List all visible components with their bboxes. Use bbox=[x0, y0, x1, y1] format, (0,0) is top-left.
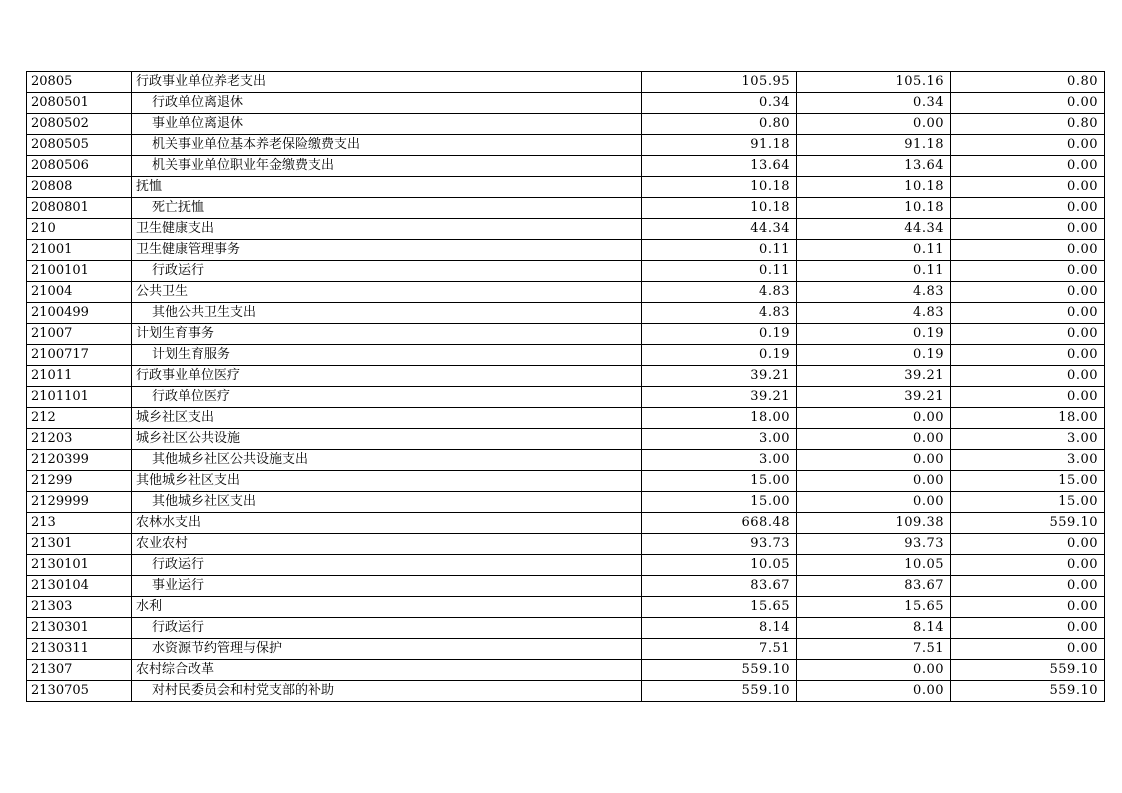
total-amount-cell: 668.48 bbox=[642, 513, 797, 534]
basic-expenditure-cell: 4.83 bbox=[797, 303, 951, 324]
subject-name-cell: 其他城乡社区支出 bbox=[132, 492, 642, 513]
subject-code-cell: 2130104 bbox=[27, 576, 132, 597]
subject-code-cell: 2100101 bbox=[27, 261, 132, 282]
budget-table-body bbox=[27, 72, 1105, 702]
total-amount-cell: 559.10 bbox=[642, 681, 797, 702]
total-amount-cell: 39.21 bbox=[642, 366, 797, 387]
total-amount-cell: 15.00 bbox=[642, 471, 797, 492]
table-row bbox=[27, 429, 1105, 450]
project-expenditure-cell: 15.00 bbox=[951, 471, 1105, 492]
table-row bbox=[27, 366, 1105, 387]
basic-expenditure-cell: 10.18 bbox=[797, 198, 951, 219]
subject-code-cell: 2130301 bbox=[27, 618, 132, 639]
table-row bbox=[27, 660, 1105, 681]
subject-code-cell: 21203 bbox=[27, 429, 132, 450]
project-expenditure-cell: 0.00 bbox=[951, 324, 1105, 345]
total-amount-cell: 3.00 bbox=[642, 450, 797, 471]
project-expenditure-cell: 0.80 bbox=[951, 114, 1105, 135]
project-expenditure-cell: 18.00 bbox=[951, 408, 1105, 429]
subject-name-cell: 事业运行 bbox=[132, 576, 642, 597]
table-row bbox=[27, 597, 1105, 618]
basic-expenditure-cell: 0.00 bbox=[797, 408, 951, 429]
table-row bbox=[27, 240, 1105, 261]
table-row bbox=[27, 282, 1105, 303]
project-expenditure-cell: 3.00 bbox=[951, 450, 1105, 471]
basic-expenditure-cell: 105.16 bbox=[797, 72, 951, 93]
project-expenditure-cell: 15.00 bbox=[951, 492, 1105, 513]
total-amount-cell: 0.34 bbox=[642, 93, 797, 114]
table-row bbox=[27, 345, 1105, 366]
basic-expenditure-cell: 10.05 bbox=[797, 555, 951, 576]
subject-code-cell: 20805 bbox=[27, 72, 132, 93]
subject-code-cell: 210 bbox=[27, 219, 132, 240]
project-expenditure-cell: 0.00 bbox=[951, 366, 1105, 387]
basic-expenditure-cell: 91.18 bbox=[797, 135, 951, 156]
subject-code-cell: 21004 bbox=[27, 282, 132, 303]
project-expenditure-cell: 0.00 bbox=[951, 261, 1105, 282]
table-row bbox=[27, 534, 1105, 555]
total-amount-cell: 4.83 bbox=[642, 303, 797, 324]
subject-name-cell: 农村综合改革 bbox=[132, 660, 642, 681]
subject-code-cell: 21303 bbox=[27, 597, 132, 618]
basic-expenditure-cell: 0.34 bbox=[797, 93, 951, 114]
total-amount-cell: 105.95 bbox=[642, 72, 797, 93]
subject-code-cell: 2130705 bbox=[27, 681, 132, 702]
subject-code-cell: 2080501 bbox=[27, 93, 132, 114]
subject-name-cell: 机关事业单位职业年金缴费支出 bbox=[132, 156, 642, 177]
table-row bbox=[27, 114, 1105, 135]
subject-code-cell: 2080502 bbox=[27, 114, 132, 135]
subject-code-cell: 21007 bbox=[27, 324, 132, 345]
table-row bbox=[27, 303, 1105, 324]
table-row bbox=[27, 576, 1105, 597]
table-row bbox=[27, 681, 1105, 702]
basic-expenditure-cell: 8.14 bbox=[797, 618, 951, 639]
table-row bbox=[27, 555, 1105, 576]
table-row bbox=[27, 177, 1105, 198]
total-amount-cell: 15.65 bbox=[642, 597, 797, 618]
subject-code-cell: 2101101 bbox=[27, 387, 132, 408]
subject-code-cell: 2120399 bbox=[27, 450, 132, 471]
table-row bbox=[27, 513, 1105, 534]
subject-name-cell: 机关事业单位基本养老保险缴费支出 bbox=[132, 135, 642, 156]
subject-name-cell: 对村民委员会和村党支部的补助 bbox=[132, 681, 642, 702]
subject-name-cell: 行政运行 bbox=[132, 618, 642, 639]
subject-name-cell: 计划生育事务 bbox=[132, 324, 642, 345]
project-expenditure-cell: 0.80 bbox=[951, 72, 1105, 93]
table-row bbox=[27, 198, 1105, 219]
subject-name-cell: 城乡社区支出 bbox=[132, 408, 642, 429]
total-amount-cell: 13.64 bbox=[642, 156, 797, 177]
total-amount-cell: 18.00 bbox=[642, 408, 797, 429]
project-expenditure-cell: 0.00 bbox=[951, 597, 1105, 618]
project-expenditure-cell: 3.00 bbox=[951, 429, 1105, 450]
subject-code-cell: 2080801 bbox=[27, 198, 132, 219]
table-row bbox=[27, 135, 1105, 156]
subject-name-cell: 农业农村 bbox=[132, 534, 642, 555]
project-expenditure-cell: 0.00 bbox=[951, 618, 1105, 639]
subject-code-cell: 21301 bbox=[27, 534, 132, 555]
table-row bbox=[27, 93, 1105, 114]
total-amount-cell: 0.19 bbox=[642, 324, 797, 345]
subject-name-cell: 行政单位离退休 bbox=[132, 93, 642, 114]
table-row bbox=[27, 72, 1105, 93]
basic-expenditure-cell: 0.11 bbox=[797, 261, 951, 282]
table-row bbox=[27, 156, 1105, 177]
table-row bbox=[27, 324, 1105, 345]
project-expenditure-cell: 0.00 bbox=[951, 93, 1105, 114]
subject-name-cell: 行政运行 bbox=[132, 555, 642, 576]
subject-name-cell: 其他城乡社区支出 bbox=[132, 471, 642, 492]
total-amount-cell: 10.18 bbox=[642, 177, 797, 198]
subject-code-cell: 2100717 bbox=[27, 345, 132, 366]
basic-expenditure-cell: 0.00 bbox=[797, 114, 951, 135]
subject-code-cell: 2130311 bbox=[27, 639, 132, 660]
project-expenditure-cell: 0.00 bbox=[951, 177, 1105, 198]
subject-code-cell: 212 bbox=[27, 408, 132, 429]
subject-code-cell: 21011 bbox=[27, 366, 132, 387]
total-amount-cell: 10.18 bbox=[642, 198, 797, 219]
basic-expenditure-cell: 93.73 bbox=[797, 534, 951, 555]
project-expenditure-cell: 0.00 bbox=[951, 555, 1105, 576]
subject-name-cell: 水利 bbox=[132, 597, 642, 618]
basic-expenditure-cell: 39.21 bbox=[797, 387, 951, 408]
project-expenditure-cell: 0.00 bbox=[951, 198, 1105, 219]
basic-expenditure-cell: 0.00 bbox=[797, 429, 951, 450]
total-amount-cell: 0.11 bbox=[642, 240, 797, 261]
project-expenditure-cell: 0.00 bbox=[951, 219, 1105, 240]
subject-code-cell: 21307 bbox=[27, 660, 132, 681]
total-amount-cell: 3.00 bbox=[642, 429, 797, 450]
basic-expenditure-cell: 0.19 bbox=[797, 324, 951, 345]
project-expenditure-cell: 0.00 bbox=[951, 303, 1105, 324]
total-amount-cell: 0.11 bbox=[642, 261, 797, 282]
basic-expenditure-cell: 39.21 bbox=[797, 366, 951, 387]
subject-name-cell: 其他公共卫生支出 bbox=[132, 303, 642, 324]
total-amount-cell: 8.14 bbox=[642, 618, 797, 639]
basic-expenditure-cell: 109.38 bbox=[797, 513, 951, 534]
project-expenditure-cell: 0.00 bbox=[951, 240, 1105, 261]
total-amount-cell: 4.83 bbox=[642, 282, 797, 303]
table-row bbox=[27, 471, 1105, 492]
project-expenditure-cell: 0.00 bbox=[951, 534, 1105, 555]
subject-name-cell: 死亡抚恤 bbox=[132, 198, 642, 219]
project-expenditure-cell: 0.00 bbox=[951, 576, 1105, 597]
table-row bbox=[27, 492, 1105, 513]
subject-name-cell: 事业单位离退休 bbox=[132, 114, 642, 135]
basic-expenditure-cell: 13.64 bbox=[797, 156, 951, 177]
total-amount-cell: 0.80 bbox=[642, 114, 797, 135]
basic-expenditure-cell: 0.00 bbox=[797, 492, 951, 513]
subject-name-cell: 行政事业单位养老支出 bbox=[132, 72, 642, 93]
subject-name-cell: 抚恤 bbox=[132, 177, 642, 198]
subject-name-cell: 行政运行 bbox=[132, 261, 642, 282]
subject-code-cell: 20808 bbox=[27, 177, 132, 198]
subject-name-cell: 城乡社区公共设施 bbox=[132, 429, 642, 450]
subject-name-cell: 农林水支出 bbox=[132, 513, 642, 534]
table-row bbox=[27, 639, 1105, 660]
total-amount-cell: 559.10 bbox=[642, 660, 797, 681]
subject-code-cell: 21001 bbox=[27, 240, 132, 261]
table-row bbox=[27, 261, 1105, 282]
basic-expenditure-cell: 0.00 bbox=[797, 681, 951, 702]
subject-code-cell: 2100499 bbox=[27, 303, 132, 324]
basic-expenditure-cell: 4.83 bbox=[797, 282, 951, 303]
project-expenditure-cell: 559.10 bbox=[951, 660, 1105, 681]
subject-code-cell: 2080506 bbox=[27, 156, 132, 177]
subject-code-cell: 2080505 bbox=[27, 135, 132, 156]
total-amount-cell: 83.67 bbox=[642, 576, 797, 597]
basic-expenditure-cell: 0.19 bbox=[797, 345, 951, 366]
subject-name-cell: 卫生健康支出 bbox=[132, 219, 642, 240]
total-amount-cell: 7.51 bbox=[642, 639, 797, 660]
subject-name-cell: 行政事业单位医疗 bbox=[132, 366, 642, 387]
subject-name-cell: 水资源节约管理与保护 bbox=[132, 639, 642, 660]
subject-code-cell: 2129999 bbox=[27, 492, 132, 513]
basic-expenditure-cell: 10.18 bbox=[797, 177, 951, 198]
subject-name-cell: 公共卫生 bbox=[132, 282, 642, 303]
project-expenditure-cell: 0.00 bbox=[951, 156, 1105, 177]
table-row bbox=[27, 387, 1105, 408]
basic-expenditure-cell: 0.11 bbox=[797, 240, 951, 261]
subject-name-cell: 计划生育服务 bbox=[132, 345, 642, 366]
project-expenditure-cell: 559.10 bbox=[951, 681, 1105, 702]
project-expenditure-cell: 559.10 bbox=[951, 513, 1105, 534]
subject-name-cell: 行政单位医疗 bbox=[132, 387, 642, 408]
table-row bbox=[27, 219, 1105, 240]
project-expenditure-cell: 0.00 bbox=[951, 282, 1105, 303]
subject-code-cell: 213 bbox=[27, 513, 132, 534]
subject-code-cell: 2130101 bbox=[27, 555, 132, 576]
subject-name-cell: 卫生健康管理事务 bbox=[132, 240, 642, 261]
total-amount-cell: 15.00 bbox=[642, 492, 797, 513]
basic-expenditure-cell: 44.34 bbox=[797, 219, 951, 240]
total-amount-cell: 91.18 bbox=[642, 135, 797, 156]
total-amount-cell: 0.19 bbox=[642, 345, 797, 366]
table-row bbox=[27, 450, 1105, 471]
project-expenditure-cell: 0.00 bbox=[951, 387, 1105, 408]
total-amount-cell: 93.73 bbox=[642, 534, 797, 555]
basic-expenditure-cell: 0.00 bbox=[797, 450, 951, 471]
basic-expenditure-cell: 0.00 bbox=[797, 660, 951, 681]
basic-expenditure-cell: 83.67 bbox=[797, 576, 951, 597]
basic-expenditure-cell: 15.65 bbox=[797, 597, 951, 618]
basic-expenditure-cell: 7.51 bbox=[797, 639, 951, 660]
project-expenditure-cell: 0.00 bbox=[951, 135, 1105, 156]
total-amount-cell: 39.21 bbox=[642, 387, 797, 408]
subject-name-cell: 其他城乡社区公共设施支出 bbox=[132, 450, 642, 471]
project-expenditure-cell: 0.00 bbox=[951, 345, 1105, 366]
budget-table bbox=[26, 71, 1105, 702]
total-amount-cell: 44.34 bbox=[642, 219, 797, 240]
basic-expenditure-cell: 0.00 bbox=[797, 471, 951, 492]
subject-code-cell: 21299 bbox=[27, 471, 132, 492]
table-row bbox=[27, 618, 1105, 639]
total-amount-cell: 10.05 bbox=[642, 555, 797, 576]
project-expenditure-cell: 0.00 bbox=[951, 639, 1105, 660]
table-row bbox=[27, 408, 1105, 429]
